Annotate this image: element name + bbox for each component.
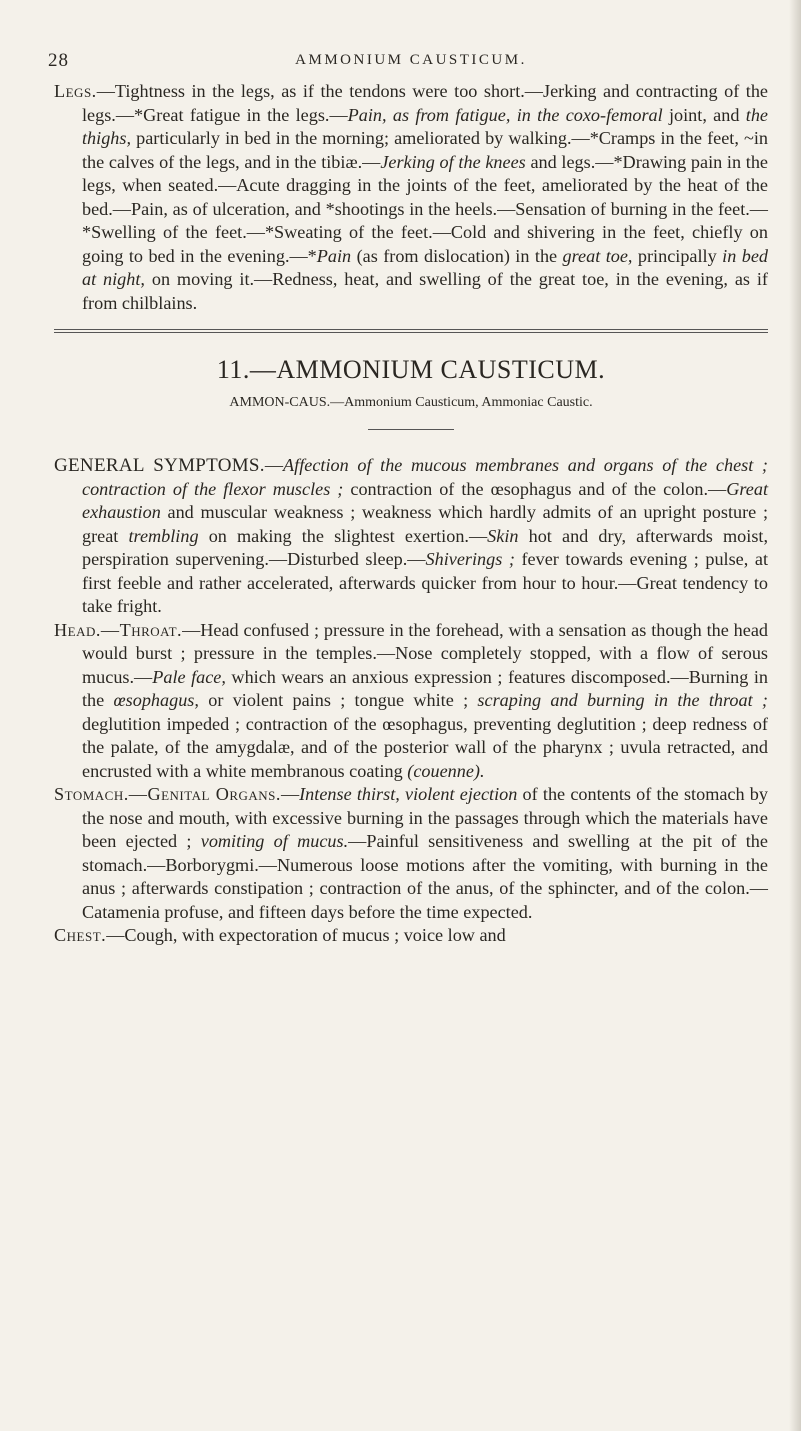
page-number: 28: [48, 50, 69, 71]
general-symptoms-text: —Affection of the mucous membranes and organs of the chest ; contraction of the flexor muscles ; contraction of the œsophagus and of the colon.—Great exhaustion and muscular weakness ; weakness which hardly admits of an upright posture ; great trembling on making the slightest exertion.—Skin hot and dry, afterwards moist, perspiration supervening.—Disturbed sleep.—Shiverings ; fever towards evening ; pulse, at first feeble and rather accelerated, afterwards quicker from hour to hour.—Great tendency to take fright.: [82, 455, 769, 616]
legs-text: —Tightness in the legs, as if the tendons were too short.—Jerking and contracting of the legs.—*Great fatigue in the legs.—Pain, as from fatigue, in the coxo-femoral joint, and the thighs, particularly in bed in the morning; ameliorated by walking.—*Cramps in the feet, ~in the calves of the legs, and in the tibiæ.—Jerking of the knees and legs.—*Drawing pain in the legs, when seated.—Acute dragging in the joints of the feet, ameliorated by the heat of the bed.—Pain, as of ulceration, and *shootings in the heels.—Sensation of burning in the feet.—*Swelling of the feet.—*Sweating of the feet.—Cold and shivering in the feet, chiefly on going to bed in the evening.—*Pain (as from dislocation) in the great toe, principally in bed at night, on moving it.—Redness, heat, and swelling of the great toe, in the evening, as if from chilblains.: [82, 81, 769, 313]
stomach-heading: Stomach.—Genital Organs.: [54, 784, 281, 804]
head-throat-paragraph: [54, 619, 768, 784]
legs-heading: Legs.: [54, 81, 97, 101]
head-throat-heading: Head.—Throat.: [54, 619, 183, 640]
section-subtitle: AMMON-CAUS.—Ammonium Causticum, Ammoniac Caustic.: [229, 395, 593, 410]
stomach-text: —Intense thirst, violent ejection of the contents of the stomach by the nose and mouth, with excessive burning in the passages through which the materials have been ejected ; vomiting of mucus.—Painful sensitiveness and swelling at the pit of the stomach.—Borborygmi.—Numerous loose motions after the vomiting, with burning in the anus ; afterwards constipation ; contraction of the anus, of the sphincter, and of the colon.—Catamenia profuse, and fifteen days before the time expected.: [82, 784, 768, 922]
stomach-paragraph: [54, 783, 768, 924]
running-title: AMMONIUM CAUSTICUM.: [295, 52, 527, 68]
legs-paragraph: [54, 80, 768, 315]
section-divider: [54, 329, 768, 333]
head-throat-text: —Head confused ; pressure in the forehead, with a sensation as though the head would burst ; pressure in the temples.—Nose completely stopped, with a flow of serous mucus.—Pale face, which wears an anxious expression ; features discomposed.—Burning in the œsophagus, or violent pains ; tongue white ; scraping and burning in the throat ; deglutition impeded ; contraction of the œsophagus, preventing deglutition ; deep redness of the palate, of the amygdalæ, and of the posterior wall of the pharynx ; uvula retracted, and encrusted with a white membranous coating (couenne).: [82, 619, 768, 781]
book-page: [48, 50, 769, 948]
short-rule: [368, 429, 454, 430]
page-edge-shadow: [789, 0, 801, 1431]
chest-text: —Cough, with expectoration of mucus ; voice low and: [106, 925, 506, 945]
general-symptoms-paragraph: [54, 454, 768, 619]
chest-heading: Chest.: [54, 925, 107, 945]
chest-paragraph: [54, 924, 768, 948]
section-title: 11.—AMMONIUM CAUSTICUM.: [216, 355, 606, 384]
running-head: [48, 50, 768, 80]
general-symptoms-heading: GENERAL SYMPTOMS.: [54, 455, 265, 476]
